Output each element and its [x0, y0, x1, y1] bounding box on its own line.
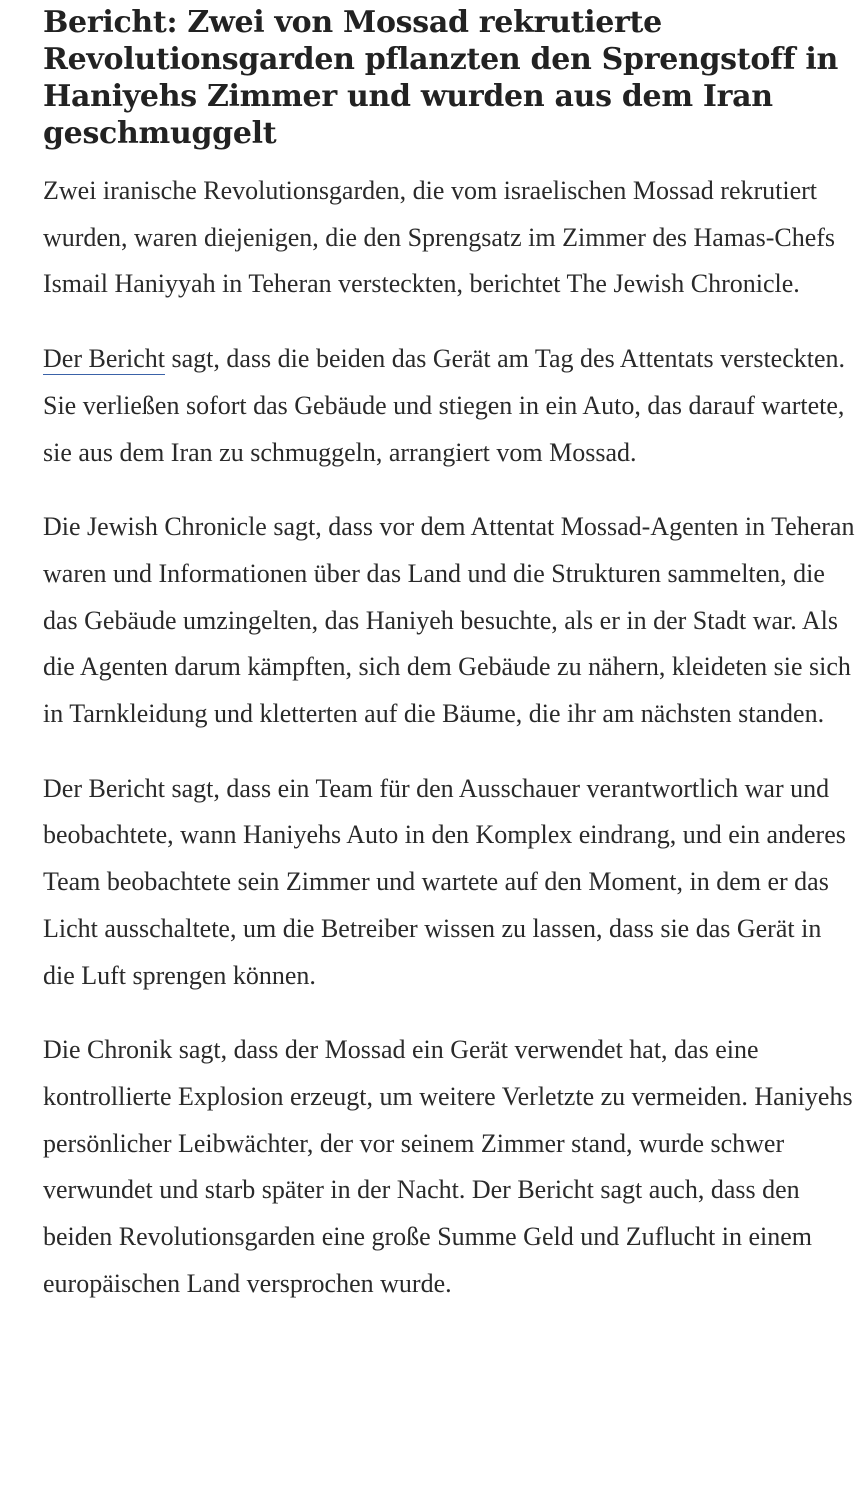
article-paragraph-1: Zwei iranische Revolutionsgarden, die vom israelischen Mossad rekrutiert wurden, waren diejenigen, die den Sprengsatz im Zimmer des Hamas-Chefs Ismail Haniyyah in Teheran versteckten, berichtet The Jewish Chronicle.: [43, 176, 836, 299]
article-paragraph-5: Die Chronik sagt, dass der Mossad ein Gerät verwendet hat, das eine kontrollierte Explosion erzeugt, um weitere Verletzte zu vermeiden. Haniyehs persönlicher Leibwächter, der vor seinem Zimmer stand, wurde schwer verwundet und starb später in der Nacht. Der Bericht sagt auch, dass den beiden Revolutionsgarden eine große Summe Geld und Zuflucht in einem europäischen Land versprochen wurde.: [43, 1035, 853, 1298]
article-paragraph-3: Die Jewish Chronicle sagt, dass vor dem Attentat Mossad-Agenten in Teheran waren und Informationen über das Land und die Strukturen sammelten, die das Gebäude umzingelten, das Haniyeh besuchte, als er in der Stadt war. Als die Agenten darum kämpften, sich dem Gebäude zu nähern, kleideten sie sich in Tarnkleidung und kletterten auf die Bäume, die ihr am nächsten standen.: [43, 512, 855, 729]
report-link[interactable]: Der Bericht: [43, 344, 166, 374]
article-headline: Bericht: Zwei von Mossad rekrutierte Revolutionsgarden pflanzten den Sprengstoff in Haniyehs Zimmer und wurden aus dem Iran geschmuggelt: [43, 5, 838, 151]
article-paragraph-2: [43, 336, 859, 476]
article-paragraph-2-text: sagt, dass die beiden das Gerät am Tag des Attentats versteckten. Sie verließen sofort das Gebäude und stiegen in ein Auto, das darauf wartete, sie aus dem Iran zu schmuggeln, arrangiert vom Mossad.: [43, 344, 846, 467]
article: [43, 4, 859, 1307]
article-paragraph-4: Der Bericht sagt, dass ein Team für den Ausschauer verantwortlich war und beobachtete, wann Haniyehs Auto in den Komplex eindrang, und ein anderes Team beobachtete sein Zimmer und wartete auf den Moment, in dem er das Licht ausschaltete, um die Betreiber wissen zu lassen, dass sie das Gerät in die Luft sprengen können.: [43, 773, 846, 990]
